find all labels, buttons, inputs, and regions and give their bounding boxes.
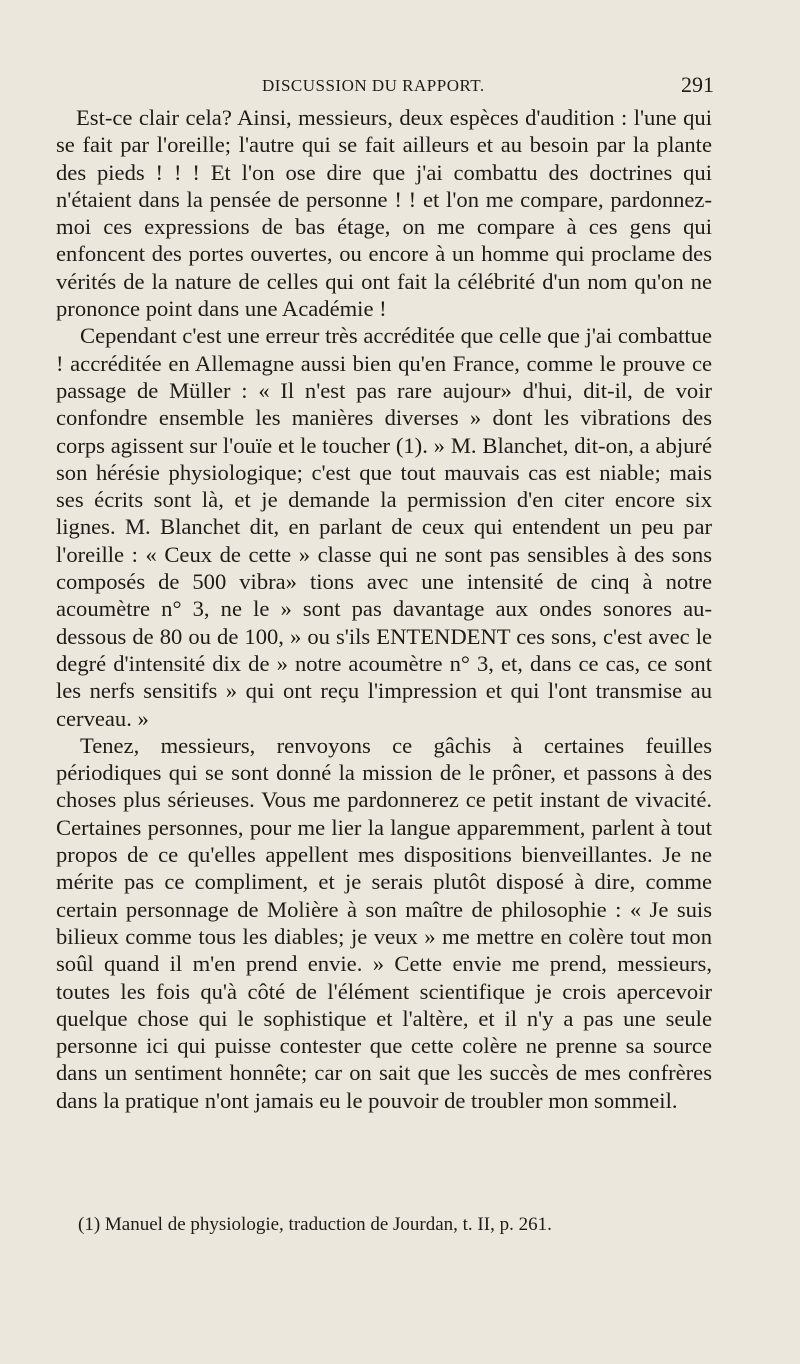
paragraph-2: Cependant c'est une erreur très accréditée que celle que j'ai combattue ! accréditée en Allemagne aussi bien qu'en France, comme le prouve ce passage de Müller : « Il n'est pas rare aujour» d'hui, dit-il, de voir confondre ensemble les manières diverses » dont les vibrations des corps agissent sur l'ouïe et le toucher (1). » M. Blanchet, dit-on, a abjuré son hérésie physiologique; c'est que tout mauvais cas est niable; mais ses écrits sont là, et je demande la permission d'en citer encore six lignes. M. Blanchet dit, en parlant de ceux qui entendent un peu par l'oreille : « Ceux de cette » classe qui ne sont pas sensibles à des sons composés de 500 vibra» tions avec une intensité de cinq à notre acoumètre n° 3, ne le » sont pas davantage aux ondes sonores au-dessous de 80 ou de 100, » ou s'ils ENTENDENT ces sons, c'est avec le degré d'intensité dix de » notre acoumètre n° 3, et, dans ce cas, ce sont les nerfs sensitifs » qui ont reçu l'impression et qui l'ont transmise au cerveau. » — [56, 323, 712, 731]
paragraph-3: Tenez, messieurs, renvoyons ce gâchis à certaines feuilles périodiques qui se sont donné la mission de le prôner, et passons à des choses plus sérieuses. Vous me pardonnerez ce petit instant de vivacité. Certaines personnes, pour me lier la langue apparemment, parlent à tout propos de ce qu'elles appellent mes dispositions bienveillantes. Je ne mérite pas ce compliment, et je serais plutôt disposé à dire, comme certain personnage de Molière à son maître de philosophie : « Je suis bilieux comme tous les diables; je veux » me mettre en colère tout mon soûl quand il m'en prend envie. » Cette envie me prend, messieurs, toutes les fois qu'à côté de l'élément scientifique je crois apercevoir quelque chose qui le sophistique et l'altère, et il n'y a pas une seule personne ici qui puisse contester que cette colère ne prenne sa source dans un sentiment honnête; car on sait que les succès de mes confrères dans la pratique n'ont jamais eu le pouvoir de troubler mon sommeil. — [56, 732, 712, 1113]
paragraph-1: Est-ce clair cela? Ainsi, messieurs, deux espèces d'audition : l'une qui se fait par l'oreille; l'autre qui se fait ailleurs et au besoin par la plante des pieds ! ! ! Et l'on ose dire que j'ai combattu des doctrines qui n'étaient dans la pensée de personne ! ! et l'on me compare, pardonnez-moi ces expressions de bas étage, on me compare à ces gens qui enfoncent des portes ouvertes, ou encore à un homme qui proclame des vérités de la nature de celles qui ont fait la célébrité d'un nom qu'on ne prononce point dans une Académie ! — [56, 105, 712, 322]
footnote: (1) Manuel de physiologie, traduction de Jourdan, t. II, p. 261. — [78, 1214, 552, 1235]
body-text — [56, 104, 712, 1114]
running-head: DISCUSSION DU RAPPORT. — [262, 76, 485, 95]
page-header — [262, 72, 714, 102]
page-number: 291 — [681, 72, 714, 97]
